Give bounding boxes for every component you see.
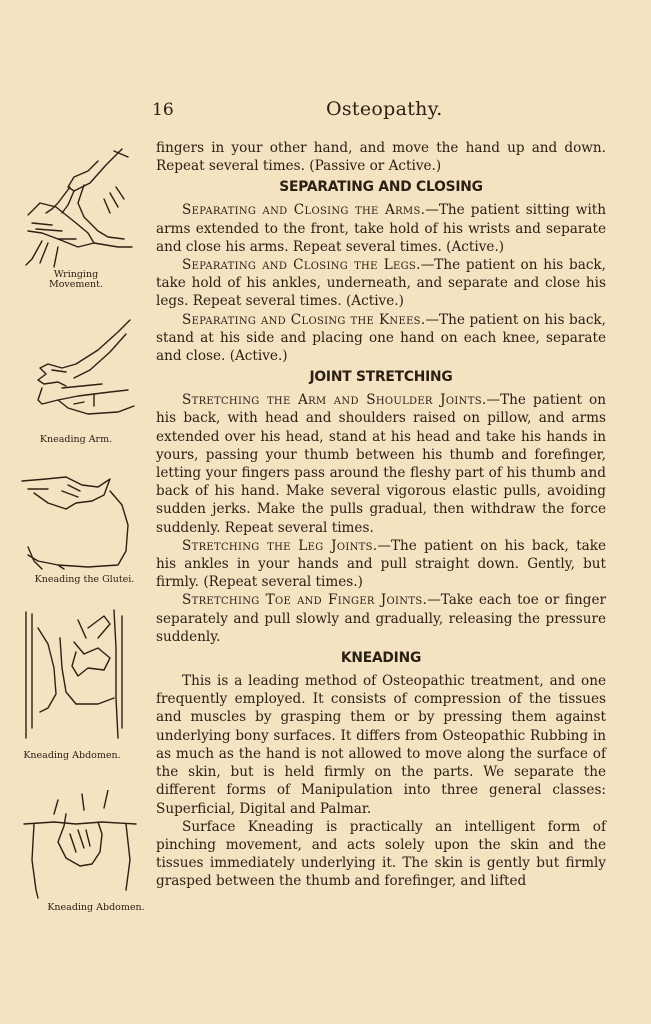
- paragraph: [156, 201, 606, 256]
- figure-caption: Kneading the Glutei.: [34, 574, 135, 585]
- paragraph: This is a leading method of Osteopathic treatment, and one frequently employed. It consists of compression of the tissues and muscles by grasping them or by pressing them against underlying bony surfaces. It differs from Osteopathic Rubbing in as much as the hand is not allowed to move along the surface of the skin, but is held firmly on the parts. We separate the different forms of Manipulation into three general classes: Superficial, Digital and Palmar.: [156, 673, 606, 817]
- kneading-abdomen-illustration-2: [18, 790, 143, 900]
- figure-caption: Kneading Abdomen.: [47, 902, 145, 913]
- section-heading-joint-stretching: JOINT STRETCHING: [309, 369, 453, 386]
- figure-kneading-abdomen-1: [18, 608, 143, 761]
- page-number: 16: [152, 100, 174, 120]
- paragraph: [156, 311, 606, 366]
- figure-wringing-movement: [18, 143, 143, 290]
- paragraph-lead: Separating and Closing the Arms.: [182, 202, 426, 219]
- paragraph-text: —Take each toe or finger separately and pull slowly and gradually, releasing the pressure suddenly.: [156, 592, 606, 645]
- figure-kneading-arm: [18, 312, 143, 445]
- paragraph-lead: Stretching the Arm and Shoulder Joints.: [182, 392, 487, 409]
- wringing-hands-illustration: [18, 143, 143, 268]
- kneading-glutei-illustration: [18, 465, 143, 575]
- section-heading-separating: SEPARATING AND CLOSING: [279, 179, 483, 196]
- figure-kneading-glutei: [18, 465, 143, 585]
- paragraph: Surface Kneading is practically an intelligent form of pinching movement, and acts solely upon the skin and the tissues immediately underlying it. The skin is gently but firmly grasped between the thumb and forefinger, and lifted: [156, 818, 606, 890]
- paragraph-text: —The patient on his back, with head and shoulders raised on pillow, and arms extended over his head, stand at his head and take his hands in yours, passing your thumb between his thumb and forefinger, letting your fingers pass around the fleshy part of his thumb and back of his hand. Make several vigorous elastic pulls, avoiding sudden jerks. Make the pulls gradual, then withdraw the force suddenly. Repeat several times.: [156, 392, 606, 536]
- paragraph-text: —The patient sitting with arms extended to the front, take hold of his wrists and separate and close his arms. Repeat several times. (Active.): [156, 202, 607, 255]
- paragraph: [156, 391, 606, 537]
- paragraph-text: —The patient on his back, stand at his side and placing one hand on each knee, separate and close. (Active.): [156, 311, 606, 365]
- page-header: [0, 100, 651, 124]
- kneading-arm-illustration: [18, 312, 143, 427]
- paragraph-text: —The patient on his back, take his ankles in your hands and pull straight down. Gently, but firmly. (Repeat several times.): [156, 537, 606, 591]
- figure-kneading-abdomen-2: [18, 790, 145, 913]
- section-heading-kneading: KNEADING: [340, 650, 422, 667]
- kneading-abdomen-illustration: [18, 608, 143, 743]
- figure-caption: Wringing Movement.: [48, 269, 104, 290]
- main-text: [156, 139, 606, 891]
- paragraph-text: —The patient on his back, take hold of his ankles, underneath, and separate and close his legs. Repeat several times. (Active.): [156, 257, 606, 310]
- running-title: Osteopathy.: [326, 98, 443, 120]
- figure-caption: Kneading Arm.: [39, 434, 113, 445]
- paragraph: fingers in your other hand, and move the hand up and down. Repeat several times. (Passive or Active.): [156, 140, 606, 175]
- paragraph-lead: Separating and Closing the Legs.: [182, 257, 421, 274]
- paragraph: [156, 256, 606, 311]
- paragraph-lead: Separating and Closing the Knees.: [182, 311, 426, 328]
- paragraph: [156, 537, 606, 592]
- paragraph-lead: Stretching the Leg Joints.: [182, 537, 378, 554]
- paragraph-lead: Stretching Toe and Finger Joints.: [182, 592, 428, 609]
- figure-caption: Kneading Abdomen.: [23, 750, 121, 761]
- paragraph: [156, 591, 606, 646]
